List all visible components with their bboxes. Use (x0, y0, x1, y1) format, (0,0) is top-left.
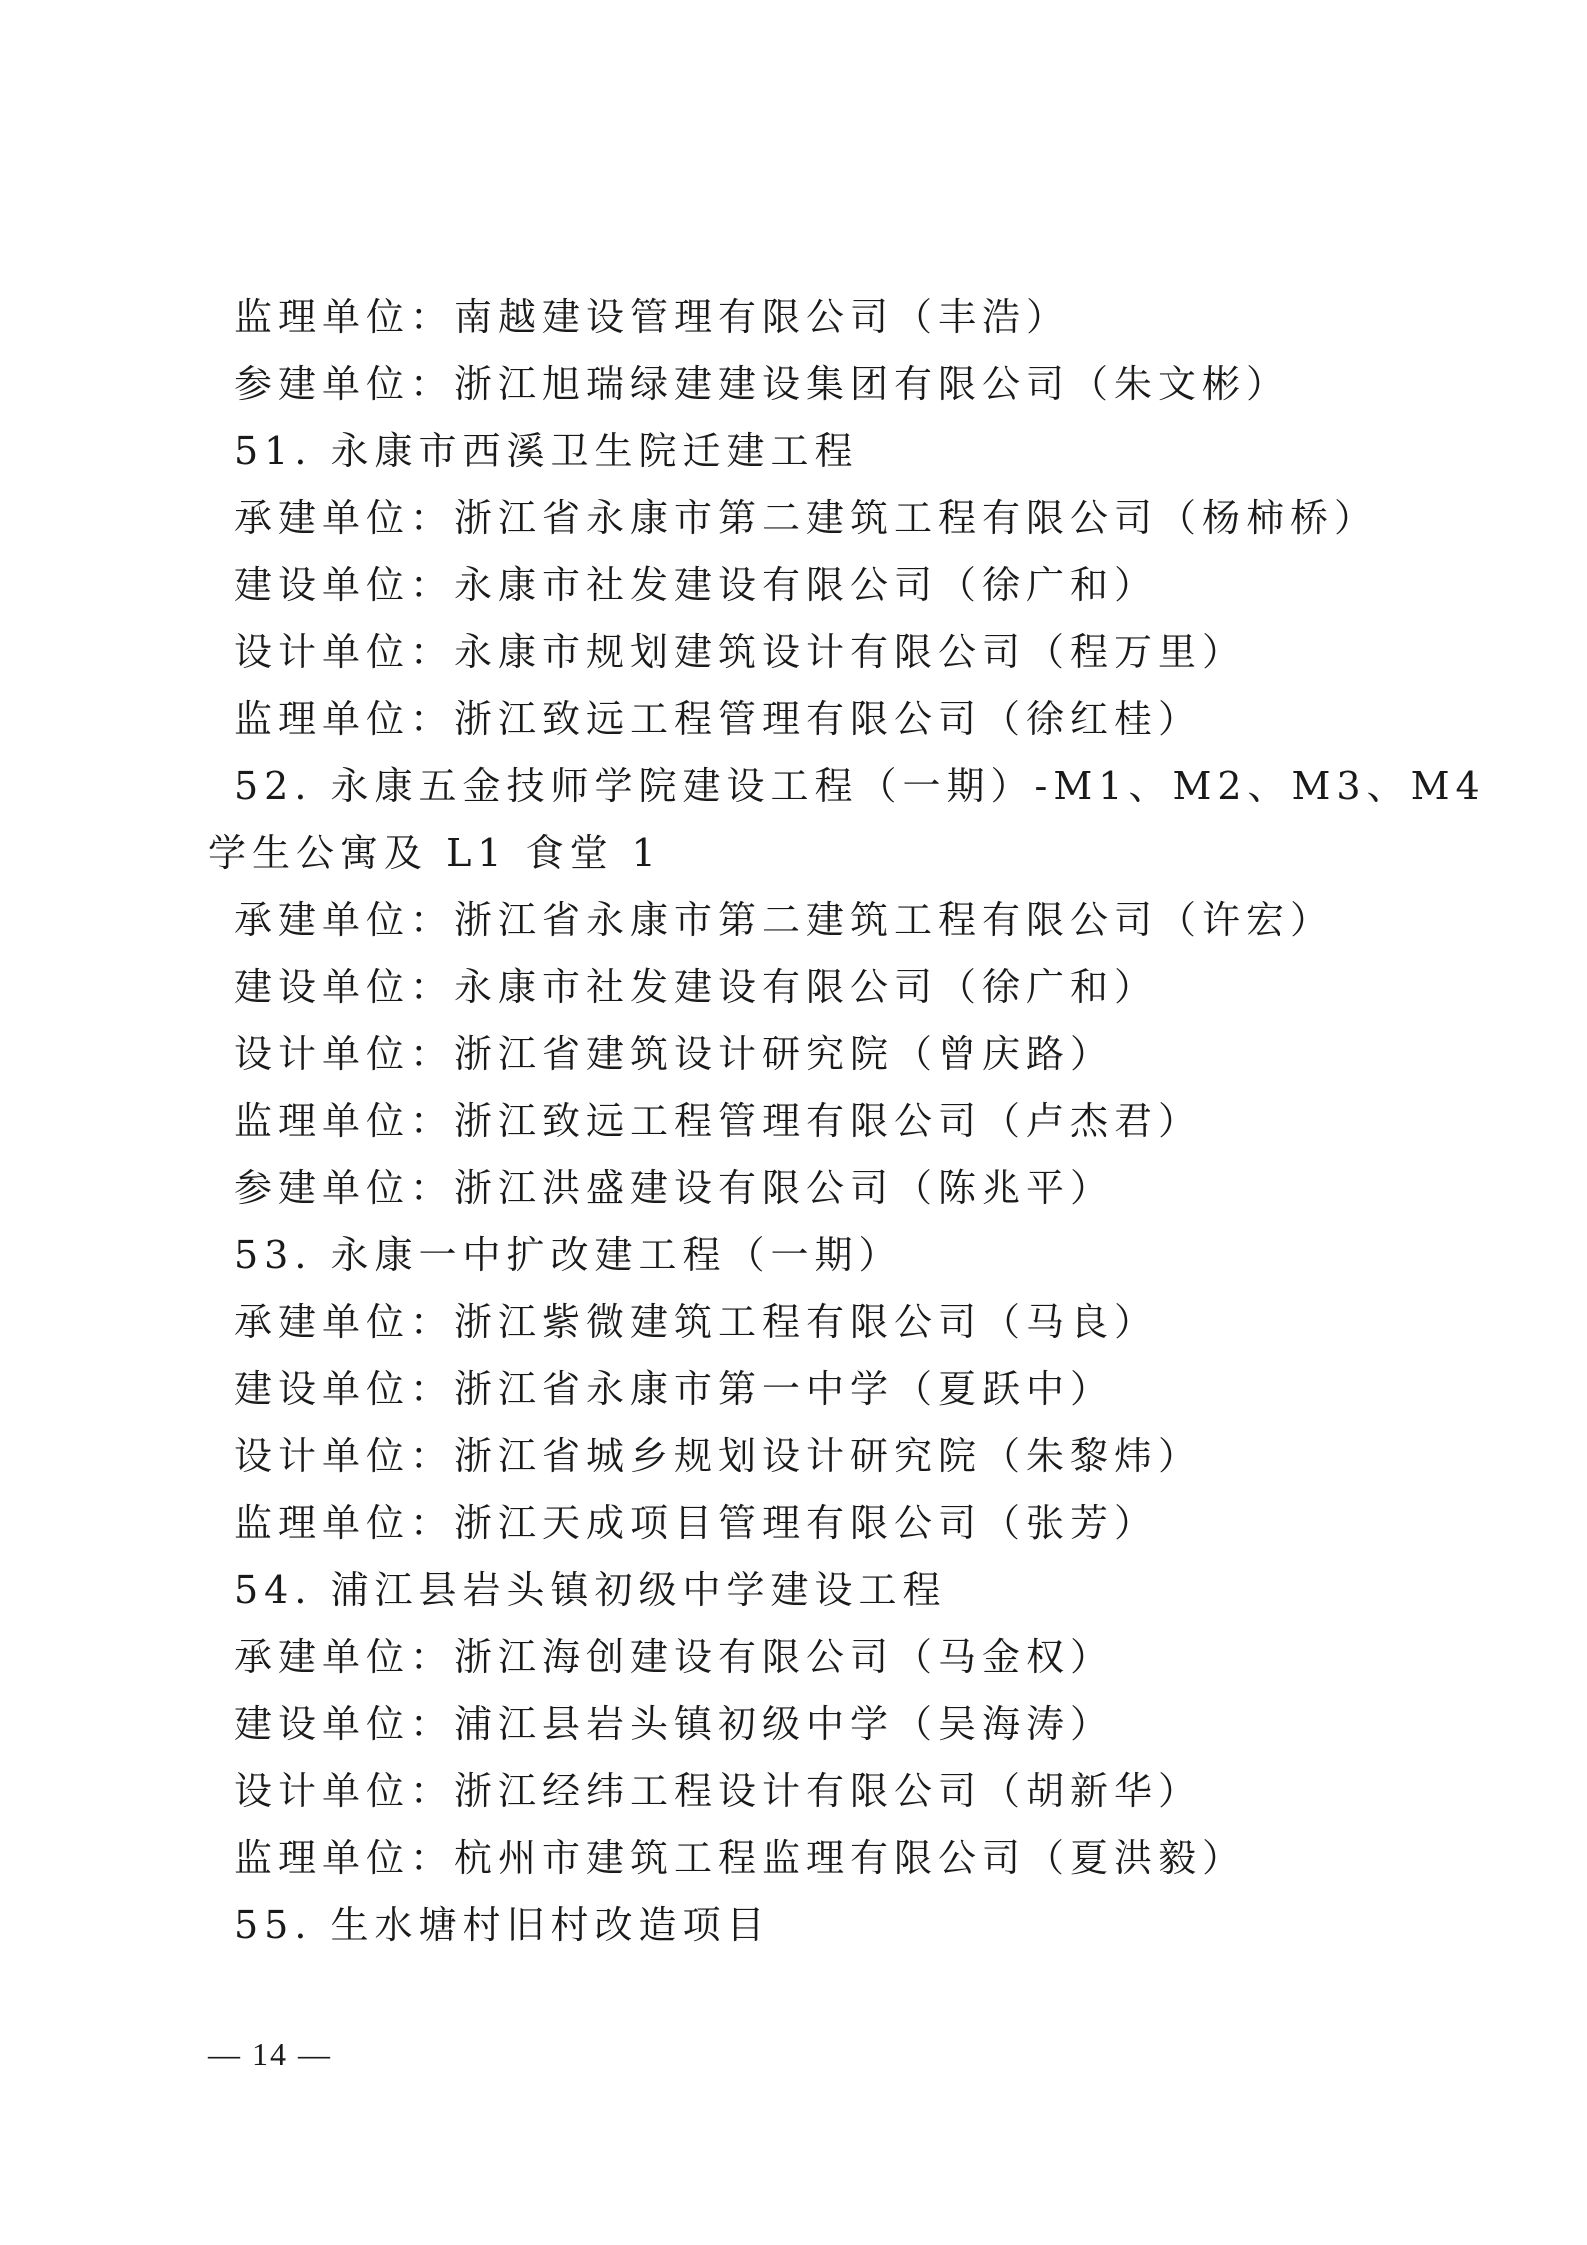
text-line: 监理单位：浙江致远工程管理有限公司（徐红桂） (234, 697, 1203, 741)
text-line: 设计单位：永康市规划建筑设计有限公司（程万里） (234, 630, 1247, 674)
text-line: 建设单位：永康市社发建设有限公司（徐广和） (234, 965, 1159, 1009)
text-line: 设计单位：浙江省建筑设计研究院（曾庆路） (234, 1032, 1115, 1076)
project-heading-continuation: 学生公寓及 L1 食堂 1 (208, 831, 662, 875)
text-line: 承建单位：浙江海创建设有限公司（马金权） (234, 1635, 1115, 1679)
project-heading: 53. 永康一中扩改建工程（一期） (234, 1233, 903, 1277)
text-line: 设计单位：浙江经纬工程设计有限公司（胡新华） (234, 1769, 1203, 1813)
text-line: 参建单位：浙江旭瑞绿建建设集团有限公司（朱文彬） (234, 362, 1291, 406)
project-heading: 52. 永康五金技师学院建设工程（一期）-M1、M2、M3、M4 (234, 764, 1486, 808)
page-number: — 14 — (208, 2036, 332, 2072)
project-heading: 51. 永康市西溪卫生院迁建工程 (234, 429, 859, 473)
project-heading: 55. 生水塘村旧村改造项目 (234, 1903, 771, 1947)
text-line: 建设单位：浦江县岩头镇初级中学（吴海涛） (234, 1702, 1115, 1746)
document-body (0, 284, 1587, 1959)
text-line: 监理单位：杭州市建筑工程监理有限公司（夏洪毅） (234, 1836, 1247, 1880)
text-line: 承建单位：浙江紫微建筑工程有限公司（马良） (234, 1300, 1159, 1344)
project-heading: 54. 浦江县岩头镇初级中学建设工程 (234, 1568, 947, 1612)
text-line: 监理单位：浙江致远工程管理有限公司（卢杰君） (234, 1099, 1203, 1143)
text-line: 监理单位：南越建设管理有限公司（丰浩） (234, 295, 1071, 339)
text-line: 建设单位：永康市社发建设有限公司（徐广和） (234, 563, 1159, 607)
text-line: 承建单位：浙江省永康市第二建筑工程有限公司（许宏） (234, 898, 1335, 942)
text-line: 参建单位：浙江洪盛建设有限公司（陈兆平） (234, 1166, 1115, 1210)
text-line: 设计单位：浙江省城乡规划设计研究院（朱黎炜） (234, 1434, 1203, 1478)
text-line: 承建单位：浙江省永康市第二建筑工程有限公司（杨柿桥） (234, 496, 1379, 540)
text-line: 建设单位：浙江省永康市第一中学（夏跃中） (234, 1367, 1115, 1411)
text-line: 监理单位：浙江天成项目管理有限公司（张芳） (234, 1501, 1159, 1545)
